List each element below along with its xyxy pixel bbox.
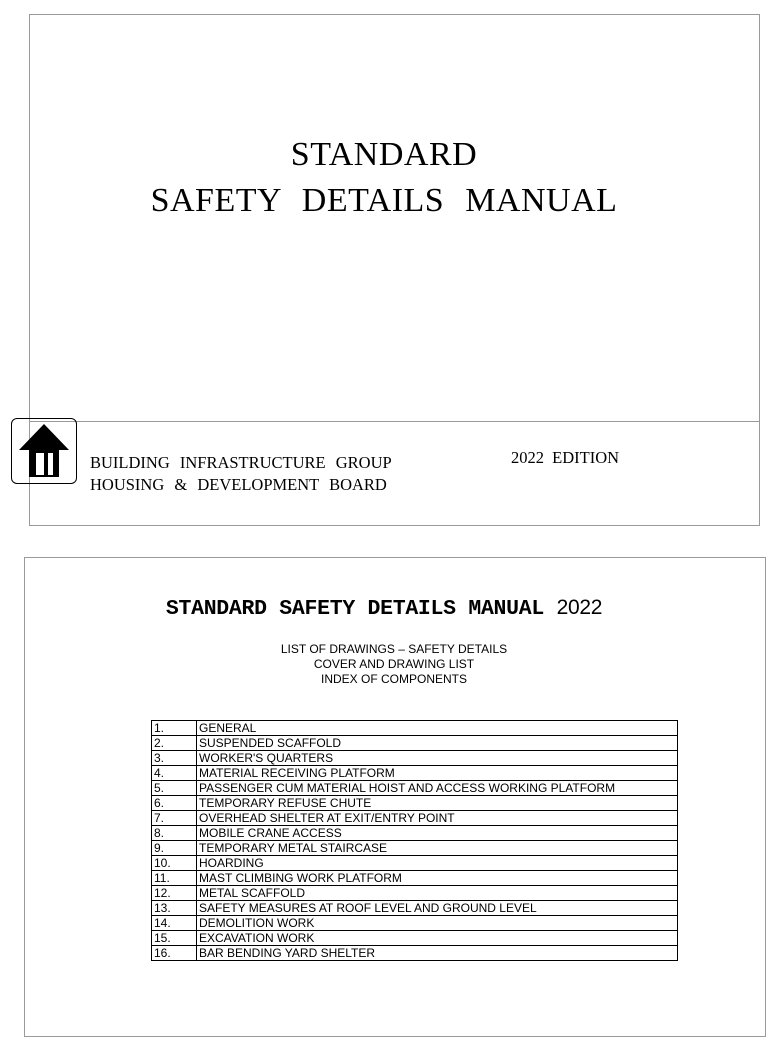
item-title: MAST CLIMBING WORK PLATFORM: [197, 871, 678, 886]
table-row: [152, 931, 678, 946]
table-row: [152, 916, 678, 931]
item-number: 5.: [152, 781, 197, 796]
item-number: 4.: [152, 766, 197, 781]
item-number: 14.: [152, 916, 197, 931]
table-row: [152, 886, 678, 901]
item-number: 15.: [152, 931, 197, 946]
drawing-list-heading-text: STANDARD SAFETY DETAILS MANUAL: [165, 597, 544, 621]
item-title: SAFETY MEASURES AT ROOF LEVEL AND GROUND LEVEL: [197, 901, 678, 916]
table-row: [152, 766, 678, 781]
item-title: EXCAVATION WORK: [197, 931, 678, 946]
table-row: [152, 781, 678, 796]
drawing-list-table: [151, 720, 678, 961]
drawing-list-subtitles: [0, 642, 768, 687]
item-title: METAL SCAFFOLD: [197, 886, 678, 901]
item-number: 6.: [152, 796, 197, 811]
table-row: [152, 811, 678, 826]
cover-title-line2: SAFETY DETAILS MANUAL: [150, 182, 618, 219]
cover-title: [0, 132, 768, 224]
item-number: 3.: [152, 751, 197, 766]
table-row: [152, 871, 678, 886]
item-title: TEMPORARY METAL STAIRCASE: [197, 841, 678, 856]
org-line2: HOUSING & DEVELOPMENT BOARD: [90, 475, 387, 494]
item-title: GENERAL: [197, 721, 678, 736]
table-row: [152, 826, 678, 841]
table-row: [152, 856, 678, 871]
item-number: 16.: [152, 946, 197, 961]
item-number: 12.: [152, 886, 197, 901]
house-arrow-icon: [11, 418, 77, 484]
subtitle-line: LIST OF DRAWINGS – SAFETY DETAILS: [280, 642, 508, 656]
item-number: 13.: [152, 901, 197, 916]
subtitle-line: COVER AND DRAWING LIST: [313, 657, 475, 671]
item-title: WORKER'S QUARTERS: [197, 751, 678, 766]
table-row: [152, 841, 678, 856]
table-row: [152, 736, 678, 751]
table-row: [152, 901, 678, 916]
item-title: MATERIAL RECEIVING PLATFORM: [197, 766, 678, 781]
item-number: 9.: [152, 841, 197, 856]
item-number: 8.: [152, 826, 197, 841]
item-title: TEMPORARY REFUSE CHUTE: [197, 796, 678, 811]
org-line1: BUILDING INFRASTRUCTURE GROUP: [90, 453, 392, 472]
item-title: MOBILE CRANE ACCESS: [197, 826, 678, 841]
table-row: [152, 946, 678, 961]
cover-title-line1: STANDARD: [290, 136, 478, 173]
cover-divider: [30, 421, 759, 422]
item-number: 2.: [152, 736, 197, 751]
item-title: OVERHEAD SHELTER AT EXIT/ENTRY POINT: [197, 811, 678, 826]
item-number: 7.: [152, 811, 197, 826]
subtitle-line: INDEX OF COMPONENTS: [320, 672, 467, 686]
table-row: [152, 796, 678, 811]
edition-label: 2022 EDITION: [511, 448, 620, 467]
item-title: PASSENGER CUM MATERIAL HOIST AND ACCESS WORKING PLATFORM: [197, 781, 678, 796]
drawing-list-heading: [0, 596, 768, 621]
item-title: DEMOLITION WORK: [197, 916, 678, 931]
item-title: HOARDING: [197, 856, 678, 871]
cover-sheet: [29, 14, 760, 526]
item-number: 11.: [152, 871, 197, 886]
table-row: [152, 751, 678, 766]
drawing-list-heading-year: 2022: [556, 596, 603, 619]
item-title: SUSPENDED SCAFFOLD: [197, 736, 678, 751]
item-number: 1.: [152, 721, 197, 736]
organization-name: [90, 452, 392, 496]
item-title: BAR BENDING YARD SHELTER: [197, 946, 678, 961]
table-row: [152, 721, 678, 736]
item-number: 10.: [152, 856, 197, 871]
